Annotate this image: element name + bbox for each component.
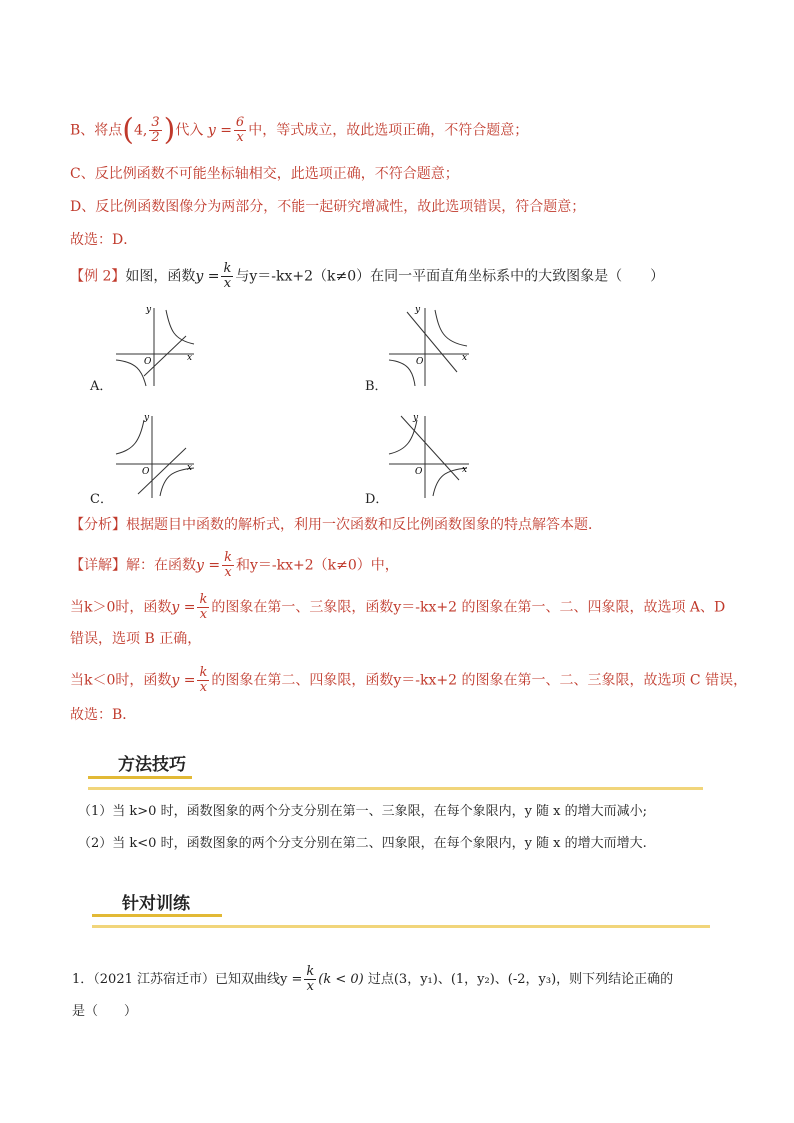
detail-tag: 【详解】 — [70, 557, 126, 574]
left-paren: ( — [122, 112, 135, 148]
function-fraction: $\frac{6}{x}$ — [235, 115, 245, 145]
method-point-1: （1）当 k>0 时，函数图象的两个分支分别在第一、三象限，在每个象限内，y 随 x 的增大而减小; — [78, 804, 648, 819]
solution-d: D、反比例函数图像分为两部分，不能一起研究增减性，故此选项错误，符合题意； — [70, 199, 586, 215]
svg-text:O: O — [416, 357, 424, 367]
graph-c — [110, 410, 200, 500]
hyperbola-branch — [116, 360, 146, 386]
hyperbola-branch — [389, 360, 415, 386]
training-divider — [92, 925, 710, 928]
detail-line-3: 错误，选项 B 正确， — [70, 631, 202, 647]
option-a-label: A． — [90, 379, 113, 394]
option-b-label: B． — [365, 379, 388, 394]
linear-line — [401, 416, 459, 480]
point-x: 4, — [134, 122, 148, 139]
svg-text:y: y — [144, 413, 150, 423]
svg-text:x: x — [187, 353, 193, 363]
svg-text:x: x — [187, 463, 193, 473]
svg-text:x: x — [462, 465, 468, 475]
solution-c: C、反比例函数不可能坐标轴相交，此选项正确，不符合题意； — [70, 166, 459, 182]
analysis-tag: 【分析】 — [70, 517, 126, 533]
linear-line — [407, 312, 457, 372]
right-paren: ) — [163, 112, 176, 148]
hyperbola-branch — [166, 310, 194, 344]
svg-text:O: O — [144, 357, 152, 367]
point-fraction: $\frac{3}{2}$ — [151, 115, 160, 145]
svg-text:O: O — [142, 467, 150, 477]
svg-text:y: y — [146, 305, 152, 315]
method-divider — [88, 787, 703, 790]
hyperbola-branch — [435, 310, 467, 346]
training-question-1: 1．（2021 江苏宿迁市）已知双曲线y = $\frac{k}{x}$ (k < 0) 过点(3，y₁)、(1，y₂)、(-2，y₃)，则下列结论正确的 — [72, 964, 674, 994]
method-point-2: （2）当 k<0 时，函数图象的两个分支分别在第二、四象限，在每个象限内，y 随 x 的增大而增大. — [78, 836, 647, 851]
option-d-label: D． — [365, 492, 389, 507]
graph-b — [385, 300, 475, 388]
solution-b: B、将点(4, $\frac{3}{2}$ )代入 y = $\frac{6}{x}$ 中，等式成立，故此选项正确，不符合题意； — [70, 112, 529, 148]
hyperbola-branch — [389, 420, 417, 454]
example-tag: 【例 2】 — [70, 268, 126, 285]
detail-line-4: 当k＜0时，函数y = $\frac{k}{x}$ 的图象在第二、四象限，函数y＝-kx+2 的图象在第一、二、三象限，故选项 C 错误， — [70, 665, 748, 695]
analysis: 【分析】根据题目中函数的解析式，利用一次函数和反比例函数图象的特点解答本题． — [70, 517, 602, 533]
detail-line-2: 当k＞0时，函数y = $\frac{k}{x}$ 的图象在第一、三象限，函数y＝-kx+2 的图象在第一、二、四象限，故选项 A、D — [70, 592, 726, 622]
detail-answer: 故选：B． — [70, 707, 137, 723]
detail-line-1: 【详解】解：在函数y = $\frac{k}{x}$ 和y＝-kx+2（k≠0）中， — [70, 550, 399, 580]
training-question-1-cont: 是（ ） — [72, 1004, 138, 1019]
linear-line — [144, 336, 186, 376]
svg-text:y: y — [413, 413, 419, 423]
example-2-question: 【例 2】如图，函数y = $\frac{k}{x}$ 与y＝-kx+2（k≠0）在同一平面直角坐标系中的大致图象是（ ） — [70, 261, 665, 291]
svg-text:O: O — [415, 467, 423, 477]
option-c-label: C． — [90, 492, 113, 507]
svg-text:x: x — [462, 353, 468, 363]
solution-answer: 故选：D． — [70, 232, 138, 248]
method-title-underline — [88, 776, 192, 779]
graph-d — [385, 410, 475, 500]
training-title-underline — [92, 914, 222, 917]
hyperbola-branch — [116, 420, 144, 454]
graph-a — [110, 300, 200, 388]
method-title: 方法技巧 — [118, 755, 186, 775]
training-title: 针对训练 — [122, 894, 190, 914]
svg-text:y: y — [415, 305, 421, 315]
